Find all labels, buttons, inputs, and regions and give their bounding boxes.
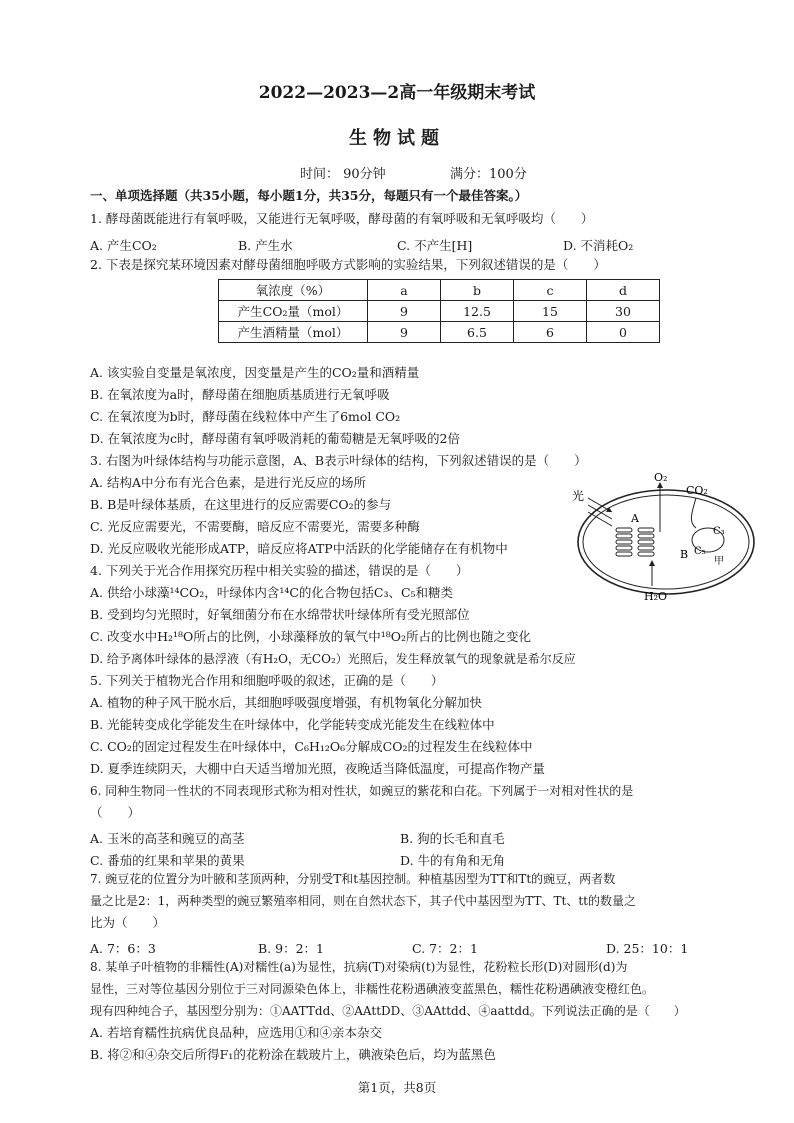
q3-option-a: A. 结构A中分布有光合色素，是进行光反应的场所 [90,475,367,490]
q6-option-a: A. 玉米的高茎和豌豆的高茎 [90,831,245,846]
chloroplast-diagram [568,472,758,604]
section-heading: 一、单项选择题（共35小题，每小题1分，共35分，每题只有一个最佳答案。） [90,188,528,203]
table-cell: 9 [368,322,441,343]
table-cell: 6 [514,322,587,343]
q5-option-b: B. 光能转变成化学能发生在叶绿体中，化学能转变成光能发生在线粒体中 [90,717,495,732]
q2-data-table [218,279,660,343]
q4-option-b: B. 受到均匀光照时，好氧细菌分布在水绵带状叶绿体所有受光照部位 [90,607,470,622]
light-label: 光 [572,489,585,503]
q5-option-c: C. CO₂的固定过程发生在叶绿体中，C₆H₁₂O₆分解成CO₂的过程发生在线粒体中 [90,739,533,754]
q8-stem-end: 现有四种纯合子，基因型分别为：①AATTdd、②AAttDD、③AAttdd、④aattdd。下列说法正确的是（ ） [90,1004,686,1018]
q2-option-a: A. 该实验自变量是氧浓度，因变量是产生的CO₂量和酒精量 [90,365,420,380]
table-cell: 6.5 [441,322,514,343]
product-jia-label: 甲 [714,556,724,567]
table-cell: 产生酒精量（mol） [219,322,368,343]
q8-option-a: A. 若培育糯性抗病优良品种，应选用①和④亲本杂交 [90,1025,382,1040]
q7-stem-cont: 量之比是2：1，两种类型的豌豆繁殖率相同，则在自然状态下，其子代中基因型为TT、Tt、tt的数量之 [90,894,636,908]
exam-score: 满分：100分 [450,167,527,182]
table-cell: 15 [514,301,587,322]
h2o-label: H₂O [644,590,668,603]
q3-option-c: C. 光反应需要光，不需要酶，暗反应不需要光，需要多种酶 [90,519,420,534]
table-row [219,301,660,322]
table-cell: c [514,280,587,301]
c3-label: C₃ [713,526,725,537]
structure-a-label: A [631,512,639,525]
q8-stem-cont: 显性，三对等位基因分别位于三对同源染色体上，非糯性花粉遇碘液变蓝黑色，糯性花粉遇碘液变橙红色。 [90,982,655,996]
q7-option-d: D. 25：10：1 [606,941,689,956]
chloroplast-outer-membrane [578,490,754,594]
q8-stem: 8. 某单子叶植物的非糯性(A)对糯性(a)为显性，抗病(T)对染病(t)为显性，花粉粒长形(D)对圆形(d)为 [90,960,628,974]
q1-option-c: C. 不产生[H] [397,238,473,253]
subject-title: 生物试题 [349,128,445,149]
exam-title: 2022—2023—2高一年级期末考试 [258,83,536,103]
co2-arrow [691,498,696,528]
q5-option-a: A. 植物的种子风干脱水后，其细胞呼吸强度增强，有机物氧化分解加快 [90,695,482,710]
q2-stem: 2. 下表是探究某环境因素对酵母菌细胞呼吸方式影响的实验结果，下列叙述错误的是（ ） [90,257,606,272]
q1-option-a: A. 产生CO₂ [90,238,157,253]
q1-option-b: B. 产生水 [238,238,293,253]
table-cell: 12.5 [441,301,514,322]
table-cell: 30 [587,301,660,322]
q4-option-d: D. 给予离体叶绿体的悬浮液（有H₂O，无CO₂）光照后，发生释放氧气的现象就是希尔反应 [90,652,576,666]
table-cell: 9 [368,301,441,322]
q6-option-c: C. 番茄的红果和苹果的黄果 [90,853,245,868]
q4-option-a: A. 供给小球藻¹⁴CO₂，叶绿体内含¹⁴C的化合物包括C₃、C₅和糖类 [90,585,454,600]
table-cell: 氧浓度（%） [219,280,368,301]
q7-stem-end: 比为（ ） [90,915,166,930]
q6-stem: 6. 同种生物同一性状的不同表现形式称为相对性状，如豌豆的紫花和白花。下列属于一对相对性状的是 [90,784,634,798]
q8-option-b: B. 将②和④杂交后所得F₁的花粉涂在载玻片上，碘液染色后，均为蓝黑色 [90,1047,496,1062]
c5-label: C₅ [694,546,706,557]
table-cell: b [441,280,514,301]
q1-stem: 1. 酵母菌既能进行有氧呼吸，又能进行无氧呼吸，酵母菌的有氧呼吸和无氧呼吸均（ ） [90,211,594,226]
table-cell: d [587,280,660,301]
q3-option-b: B. B是叶绿体基质，在这里进行的反应需要CO₂的参与 [90,497,392,512]
co2-label: CO₂ [686,484,708,497]
table-cell: 0 [587,322,660,343]
q2-option-d: D. 在氧浓度为c时，酵母菌有氧呼吸消耗的葡萄糖是无氧呼吸的2倍 [90,431,460,446]
table-row [219,322,660,343]
structure-b-label: B [680,548,689,561]
q5-stem: 5. 下列关于植物光合作用和细胞呼吸的叙述，正确的是（ ） [90,673,444,688]
grana-stacks [616,528,654,556]
q2-option-b: B. 在氧浓度为a时，酵母菌在细胞质基质进行无氧呼吸 [90,387,390,402]
q7-option-c: C. 7：2：1 [412,941,478,956]
q7-stem: 7. 豌豆花的位置分为叶腋和茎顶两种，分别受T和t基因控制。种植基因型为TT和Tt的豌豆，两者数 [90,872,616,886]
page-footer: 第1页，共8页 [357,1080,437,1095]
table-cell: a [368,280,441,301]
o2-label: O₂ [654,472,668,484]
q1-option-d: D. 不消耗O₂ [563,238,634,253]
q6-stem-cont: （ ） [90,805,141,820]
q4-option-c: C. 改变水中H₂¹⁸O所占的比例，小球藻释放的氧气中¹⁸O₂所占的比例也随之变化 [90,629,532,644]
q2-option-c: C. 在氧浓度为b时，酵母菌在线粒体中产生了6mol CO₂ [90,409,401,424]
exam-time: 时间： 90分钟 [300,167,386,182]
q4-stem: 4. 下列关于光合作用探究历程中相关实验的描述，错误的是（ ） [90,563,469,578]
q7-option-b: B. 9：2：1 [258,941,324,956]
q5-option-d: D. 夏季连续阴天，大棚中白天适当增加光照，夜晚适当降低温度，可提高作物产量 [90,761,546,776]
q7-option-a: A. 7：6：3 [90,941,156,956]
table-header-row [219,280,660,301]
q6-option-b: B. 狗的长毛和直毛 [400,831,505,846]
table-cell: 产生CO₂量（mol） [219,301,368,322]
q3-stem: 3. 右图为叶绿体结构与功能示意图，A、B表示叶绿体的结构，下列叙述错误的是（ ） [90,453,587,468]
arrow-head-icon [649,560,655,566]
q3-option-d: D. 光反应吸收光能形成ATP，暗反应将ATP中活跃的化学能储存在有机物中 [90,541,508,556]
q6-option-d: D. 牛的有角和无角 [400,853,506,868]
